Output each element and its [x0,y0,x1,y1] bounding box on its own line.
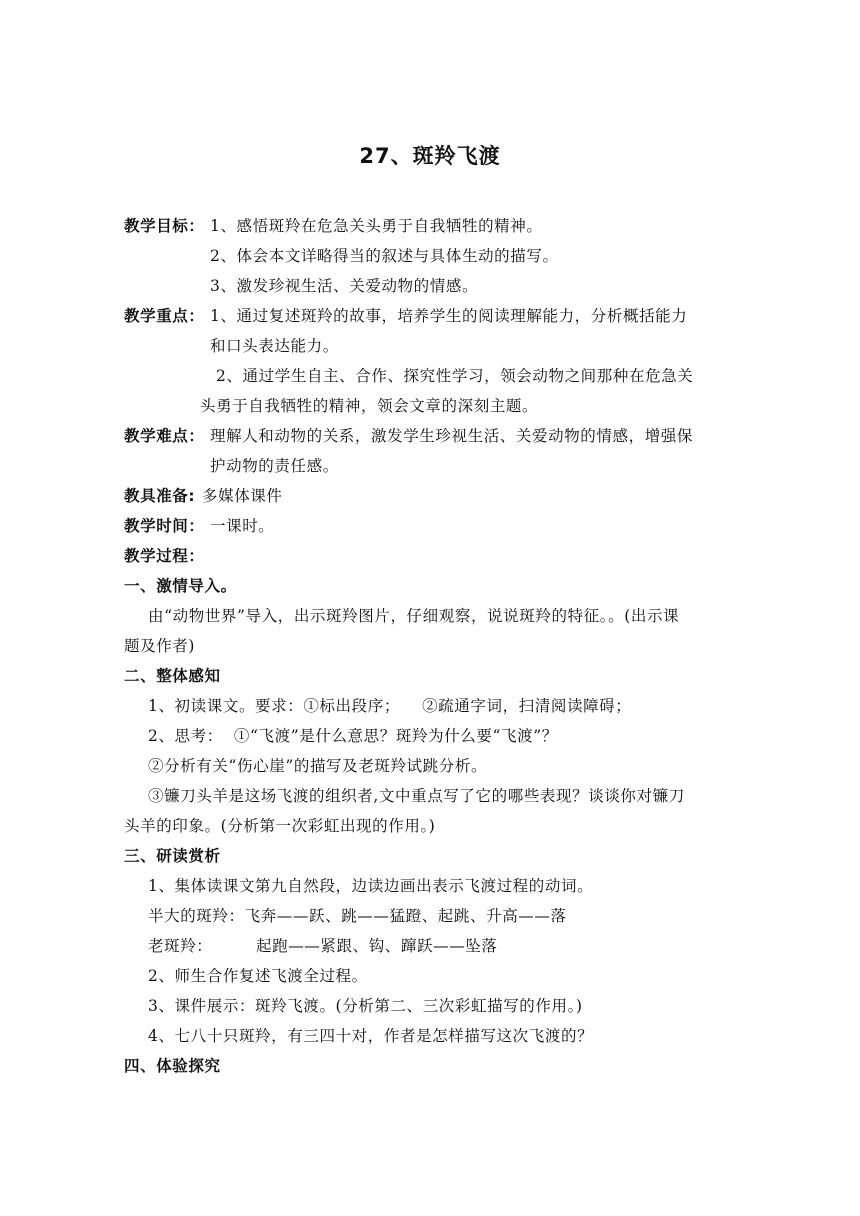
key-point-1-line-2: 和口头表达能力。 [210,337,339,355]
time-value: 一课时。 [210,517,275,535]
key-point-2-line-1: 2、通过学生自主、合作、探究性学习，领会动物之间那种在危急关 [216,367,694,385]
section-3-line-3-value: 起跑——紧跟、钩、蹿跃——坠落 [256,937,498,955]
section-3-line-4: 2、师生合作复述飞渡全过程。 [148,967,368,985]
section-1-line-2: 题及作者) [124,637,196,655]
difficulties-line-2: 护动物的责任感。 [210,457,339,475]
section-1-line-1: 由“动物世界”导入，出示斑羚图片，仔细观察，说说斑羚的特征。。(出示课 [148,607,680,625]
key-points-label: 教学重点： [124,307,205,325]
section-2-line-1: 1、初读课文。要求：①标出段序； ②疏通字词，扫清阅读障碍； [148,697,632,715]
section-3-line-2: 半大的斑羚：飞奔——跃、跳——猛蹬、起跳、升高——落 [148,907,567,925]
section-2-line-4: ③镰刀头羊是这场飞渡的组织者,文中重点写了它的哪些表现？谈谈你对镰刀 [148,787,685,805]
section-2-line-5: 头羊的印象。(分析第一次彩虹出现的作用。) [124,817,436,835]
process-label: 教学过程： [124,547,205,565]
key-point-1-line-1: 1、通过复述斑羚的故事，培养学生的阅读理解能力，分析概括能力 [210,307,688,325]
section-4-heading: 四、体验探究 [124,1057,221,1075]
goals-label: 教学目标： [124,217,205,235]
section-2-line-3: ②分析有关“伤心崖”的描写及老斑羚试跳分析。 [148,757,488,775]
time-label: 教学时间： [124,517,205,535]
tools-label: 教具准备: [124,487,196,505]
goal-item-1: 1、感悟斑羚在危急关头勇于自我牺牲的精神。 [210,217,543,235]
goal-item-2: 2、体会本文详略得当的叙述与具体生动的描写。 [210,247,559,265]
section-1-heading: 一、激情导入。 [124,577,237,595]
section-2-heading: 二、整体感知 [124,667,221,685]
section-3-heading: 三、研读赏析 [124,847,221,865]
document-title: 27、斑羚飞渡 [359,144,501,168]
goal-item-3: 3、激发珍视生活、关爱动物的情感。 [210,277,479,295]
section-3-line-3-label: 老斑羚： [148,937,213,955]
difficulties-label: 教学难点： [124,427,205,445]
section-3-line-6: 4、七八十只斑羚，有三四十对，作者是怎样描写这次飞渡的？ [148,1027,594,1045]
section-3-line-5: 3、课件展示：斑羚飞渡。(分析第二、三次彩虹描写的作用。) [148,997,583,1015]
section-3-line-1: 1、集体读课文第九自然段，边读边画出表示飞渡过程的动词。 [148,877,594,895]
section-2-line-2: 2、思考： ①“飞渡”是什么意思？斑羚为什么要“飞渡”？ [148,727,558,745]
difficulties-line-1: 理解人和动物的关系，激发学生珍视生活、关爱动物的情感，增强保 [210,427,694,445]
key-point-2-line-2: 头勇于自我牺牲的精神，领会文章的深刻主题。 [200,397,539,415]
tools-value: 多媒体课件 [202,487,283,505]
